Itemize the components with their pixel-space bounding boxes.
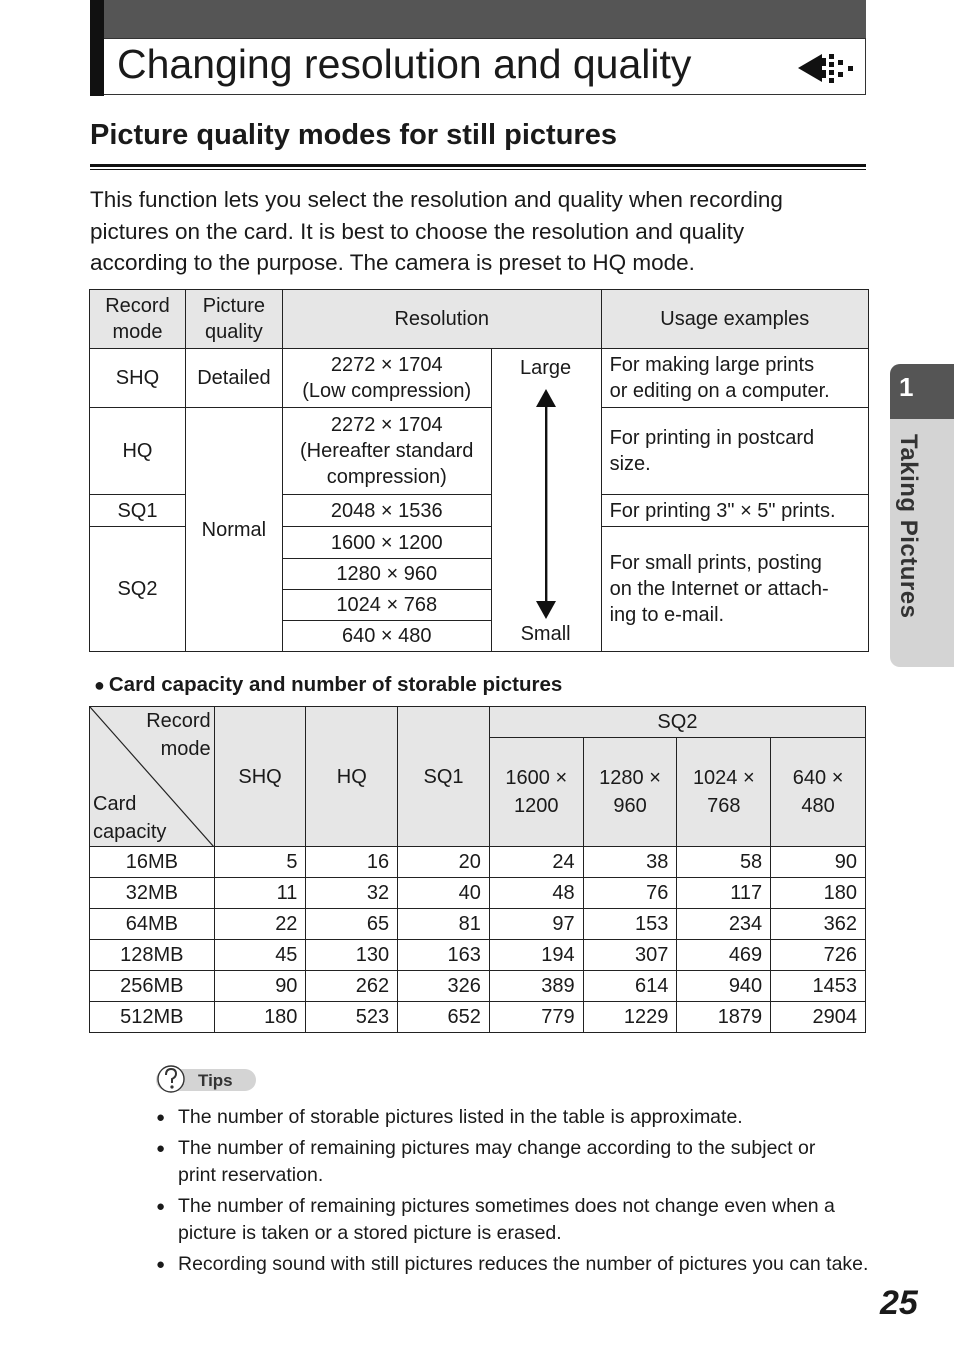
resolution-cell: 640 × 480 xyxy=(282,621,491,652)
picture-count-cell: 40 xyxy=(398,878,490,909)
section-rule xyxy=(90,164,866,167)
mode-hq: HQ xyxy=(90,408,186,495)
resolution-cell: 1280 × 960 xyxy=(282,559,491,590)
col-sq2-res: 1280 × 960 xyxy=(583,738,677,847)
table-row xyxy=(90,408,869,495)
resolution-cell: 2272 × 1704 (Low compression) xyxy=(282,349,491,408)
tips-badge xyxy=(156,1064,256,1094)
resolution-cell: 1024 × 768 xyxy=(282,590,491,621)
picture-count-cell: 24 xyxy=(489,847,583,878)
table-row xyxy=(90,878,866,909)
picture-count-cell: 163 xyxy=(398,940,490,971)
picture-count-cell: 48 xyxy=(489,878,583,909)
intro-line: pictures on the card. It is best to choose the resolution and quality xyxy=(90,218,745,244)
picture-count-cell: 2904 xyxy=(771,1002,866,1033)
picture-count-cell: 1229 xyxy=(583,1002,677,1033)
header-resolution: Resolution xyxy=(282,290,601,349)
usage-cell: For printing in postcard size. xyxy=(601,408,868,495)
corner-header: Record mode Card capacity xyxy=(90,707,215,847)
picture-count-cell: 97 xyxy=(489,909,583,940)
picture-count-cell: 234 xyxy=(677,909,771,940)
quality-table xyxy=(89,289,869,652)
picture-count-cell: 81 xyxy=(398,909,490,940)
picture-count-cell: 262 xyxy=(306,971,398,1002)
tip-item xyxy=(156,1251,876,1278)
picture-count-cell: 940 xyxy=(677,971,771,1002)
picture-count-cell: 65 xyxy=(306,909,398,940)
camera-mode-icon xyxy=(796,48,856,88)
bullet-icon: ● xyxy=(156,1140,166,1157)
tip-text: The number of remaining pictures sometimes does not change even when a xyxy=(178,1195,835,1217)
bullet-icon: ● xyxy=(156,1256,166,1273)
picture-count-cell: 1879 xyxy=(677,1002,771,1033)
mode-sq1: SQ1 xyxy=(90,495,186,527)
card-capacity-cell: 512MB xyxy=(90,1002,215,1033)
resolution-cell: 2272 × 1704 (Hereafter standard compression) xyxy=(282,408,491,495)
tip-text: picture is taken or a stored picture is erased. xyxy=(178,1222,562,1244)
quality-detailed: Detailed xyxy=(185,349,282,408)
section-rule-thin xyxy=(90,169,866,170)
tip-text: The number of storable pictures listed in the table is approximate. xyxy=(178,1106,743,1128)
header-record-mode: Record mode xyxy=(90,290,186,349)
table-row xyxy=(90,1002,866,1033)
table-row xyxy=(90,909,866,940)
section-title: Picture quality modes for still pictures xyxy=(90,119,617,151)
card-capacity-cell: 32MB xyxy=(90,878,215,909)
intro-line: according to the purpose. The camera is preset to HQ mode. xyxy=(90,250,695,275)
picture-count-cell: 652 xyxy=(398,1002,490,1033)
picture-count-cell: 130 xyxy=(306,940,398,971)
mode-sq2: SQ2 xyxy=(90,527,186,652)
picture-count-cell: 194 xyxy=(489,940,583,971)
col-sq1: SQ1 xyxy=(398,707,490,847)
tip-text: print reservation. xyxy=(178,1164,324,1186)
tip-item xyxy=(156,1104,876,1131)
card-capacity-cell: 128MB xyxy=(90,940,215,971)
col-sq2: SQ2 xyxy=(489,707,865,738)
tips-label: Tips xyxy=(198,1071,233,1090)
table-row xyxy=(90,971,866,1002)
picture-count-cell: 726 xyxy=(771,940,866,971)
tip-item xyxy=(156,1135,876,1189)
header-accent xyxy=(90,0,104,96)
arrow-label-small: Small xyxy=(520,623,571,645)
double-arrow-icon xyxy=(536,389,556,619)
card-capacity-cell: 256MB xyxy=(90,971,215,1002)
bullet-icon: ● xyxy=(94,675,105,695)
picture-count-cell: 362 xyxy=(771,909,866,940)
picture-count-cell: 117 xyxy=(677,878,771,909)
picture-count-cell: 45 xyxy=(214,940,306,971)
header-picture-quality: Picture quality xyxy=(185,290,282,349)
picture-count-cell: 180 xyxy=(214,1002,306,1033)
header-bar xyxy=(90,0,866,38)
picture-count-cell: 5 xyxy=(214,847,306,878)
picture-count-cell: 38 xyxy=(583,847,677,878)
picture-count-cell: 11 xyxy=(214,878,306,909)
picture-count-cell: 22 xyxy=(214,909,306,940)
picture-count-cell: 90 xyxy=(771,847,866,878)
usage-cell: For small prints, posting on the Internet or attach- ing to e-mail. xyxy=(601,527,868,652)
page-title: Changing resolution and quality xyxy=(117,41,692,87)
table-row xyxy=(90,847,866,878)
picture-count-cell: 20 xyxy=(398,847,490,878)
size-arrow-cell xyxy=(491,349,601,652)
table-row xyxy=(90,940,866,971)
bullet-icon: ● xyxy=(156,1198,166,1215)
quality-normal: Normal xyxy=(185,408,282,652)
chapter-label: Taking Pictures xyxy=(895,434,922,619)
resolution-cell: 2048 × 1536 xyxy=(282,495,491,527)
picture-count-cell: 180 xyxy=(771,878,866,909)
usage-cell: For making large prints or editing on a computer. xyxy=(601,349,868,408)
capacity-table xyxy=(89,706,866,1033)
usage-cell: For printing 3" × 5" prints. xyxy=(601,495,868,527)
table-row xyxy=(90,349,869,408)
col-sq2-res: 1600 × 1200 xyxy=(489,738,583,847)
tip-text: The number of remaining pictures may change according to the subject or xyxy=(178,1137,816,1159)
picture-count-cell: 90 xyxy=(214,971,306,1002)
picture-count-cell: 153 xyxy=(583,909,677,940)
page-number: 25 xyxy=(880,1284,918,1322)
picture-count-cell: 469 xyxy=(677,940,771,971)
picture-count-cell: 614 xyxy=(583,971,677,1002)
picture-count-cell: 76 xyxy=(583,878,677,909)
col-shq: SHQ xyxy=(214,707,306,847)
intro-paragraph xyxy=(90,184,870,279)
picture-count-cell: 389 xyxy=(489,971,583,1002)
chapter-number: 1 xyxy=(899,372,914,402)
picture-count-cell: 326 xyxy=(398,971,490,1002)
arrow-label-large: Large xyxy=(520,357,572,379)
capacity-title: ● Card capacity and number of storable pictures xyxy=(94,673,563,696)
picture-count-cell: 523 xyxy=(306,1002,398,1033)
picture-count-cell: 779 xyxy=(489,1002,583,1033)
picture-count-cell: 307 xyxy=(583,940,677,971)
header-usage: Usage examples xyxy=(601,290,868,349)
mode-shq: SHQ xyxy=(90,349,186,408)
picture-count-cell: 16 xyxy=(306,847,398,878)
col-hq: HQ xyxy=(306,707,398,847)
tip-item xyxy=(156,1193,876,1247)
resolution-cell: 1600 × 1200 xyxy=(282,527,491,559)
tip-text: Recording sound with still pictures reduces the number of pictures you can take. xyxy=(178,1253,869,1275)
card-capacity-cell: 16MB xyxy=(90,847,215,878)
intro-line: This function lets you select the resolution and quality when recording xyxy=(90,187,783,212)
col-sq2-res: 1024 × 768 xyxy=(677,738,771,847)
picture-count-cell: 32 xyxy=(306,878,398,909)
bullet-icon: ● xyxy=(156,1109,166,1126)
card-capacity-cell: 64MB xyxy=(90,909,215,940)
picture-count-cell: 58 xyxy=(677,847,771,878)
tips-list xyxy=(156,1104,876,1282)
col-sq2-res: 640 × 480 xyxy=(771,738,866,847)
picture-count-cell: 1453 xyxy=(771,971,866,1002)
